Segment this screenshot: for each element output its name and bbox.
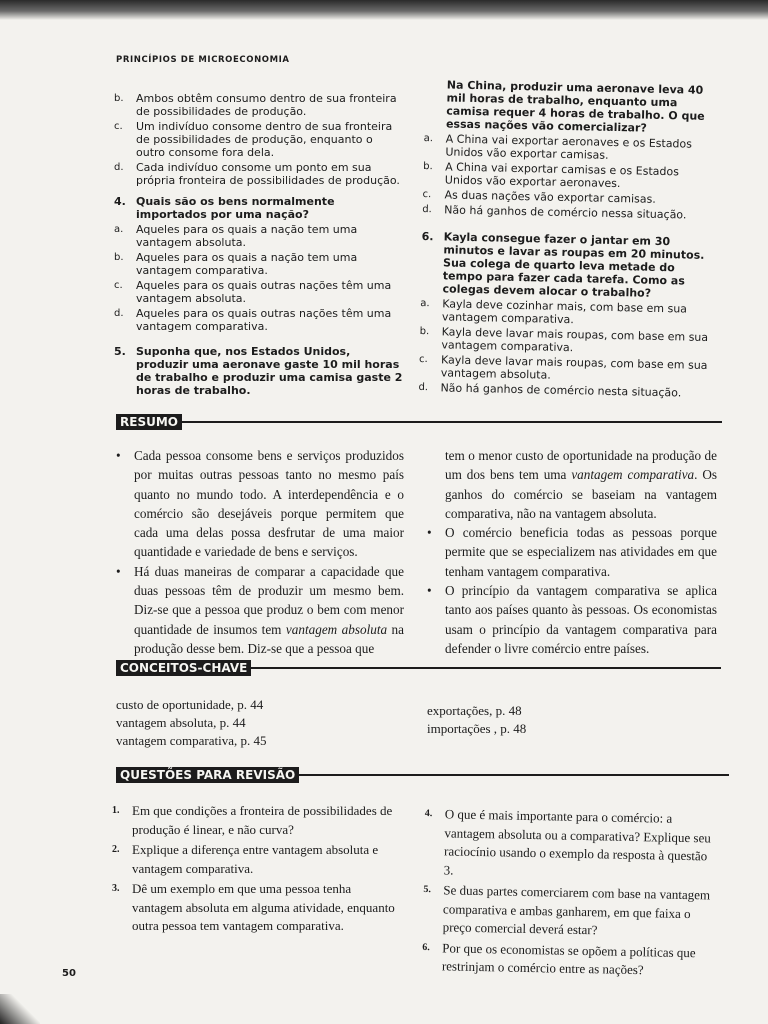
option-text: Não há ganhos de comércio nessa situação. [444,203,687,222]
option-text: A China vai exportar aeronaves e os Estados Unidos vão exportar camisas. [445,132,693,162]
list-item: vantagem comparativa, p. 45 [116,733,267,748]
text-run: tem o menor custo de oportunidade na produção de um dos bens tem uma [445,448,717,483]
bullet-icon: • [116,563,121,579]
option-text: Aqueles para os quais a nação tem uma vantagem comparativa. [136,251,358,277]
bullet-icon: • [116,448,121,463]
question-text: Suponha que, nos Estados Unidos, produzir uma aeronave gaste 10 mil horas de trabalho e produzir uma camisa gaste 2 horas de trabalho. [136,345,403,397]
section-title: RESUMO [116,414,182,430]
question-text: Na China, produzir uma aeronave leva 40 mil horas de trabalho, enquanto uma camisa requer 4 horas de trabalho. O que essas nações vão comercializar? [445,78,705,135]
option-text: Não há ganhos de comércio nesta situação. [440,381,682,400]
review-questions-left [112,802,404,938]
option-marker: c. [422,188,432,201]
list-item [427,523,717,581]
list-item: custo de oportunidade, p. 44 [116,697,264,712]
question-4 [114,195,404,221]
list-item [112,841,404,878]
list-item [116,446,404,562]
list-item [419,353,711,385]
question-text: Dê um exemplo em que uma pessoa tenha vantagem absoluta em alguma atividade, enquanto outra pessoa tem vantagem comparativa. [132,881,395,933]
option-marker: a. [423,132,434,145]
option-marker: c. [114,121,123,132]
question-number: 4. [424,807,433,820]
bullet-icon: • [427,583,432,599]
list-item [112,802,404,839]
option-marker: b. [114,93,124,104]
list-item [114,161,404,187]
key-concepts-left [116,696,406,750]
list-item [114,279,404,305]
list-item [423,160,715,192]
page-number: 50 [62,968,76,979]
page-corner-shadow [0,994,40,1024]
running-head: PRINCÍPIOS DE MICROECONOMIA [116,55,290,65]
questoes-header [116,767,729,783]
paragraph [427,446,717,523]
question-5 [114,345,404,397]
list-item [422,938,715,981]
question-number: 3. [112,883,120,894]
question-text: Em que condições a fronteira de possibilidades de produção é linear, e não curva? [132,803,393,837]
review-questions-right [422,805,717,983]
question-number: 6. [421,229,434,244]
list-item [424,805,717,885]
key-concepts-right [427,702,717,738]
list-item [114,223,404,249]
emphasis-term: vantagem comparativa [571,467,695,483]
list-item: exportações, p. 48 [427,703,522,718]
list-item: vantagem absoluta, p. 44 [116,715,246,730]
resumo-header [116,414,722,430]
option-marker: c. [114,280,123,291]
option-text: Kayla deve lavar mais roupas, com base em sua vantagem comparativa. [441,325,709,355]
option-marker: c. [418,353,428,366]
option-text: A China vai exportar camisas e os Estados Unidos vão exportar aeronaves. [444,160,680,191]
question-text: O que é mais importante para o comércio: a vantagem absoluta ou a comparativa? Explique seu raciocínio usando o exemplo da resposta à questão 3. [443,806,711,878]
option-text: Aqueles para os quais outras nações têm uma vantagem absoluta. [136,279,392,305]
option-marker: a. [420,297,430,310]
list-item [114,251,404,277]
question-number: 6. [422,941,430,953]
option-text: Kayla deve cozinhar mais, com base em sua vantagem comparativa. [441,297,688,327]
resumo-right-column [427,446,717,658]
list-item [114,307,404,333]
section-title: QUESTÕES PARA REVISÃO [116,767,299,783]
question-text: Por que os economistas se opõem a políticas que restrinjam o comércio entre as nações? [441,939,696,978]
text-run: na produção desse bem. Diz-se que a pessoa que [134,621,405,656]
option-text: Um indivíduo consome dentro de sua fronteira de possibilidades de produção, enquanto o outro consome fora dela. [136,120,393,159]
option-text: As duas nações vão exportar camisas. [444,188,656,206]
option-text: Aqueles para os quais outras nações têm uma vantagem comparativa. [136,307,392,333]
question-text: Quais são os bens normalmente importados por uma nação? [136,195,335,221]
question-number: 2. [112,844,120,855]
question-number: 5. [114,345,126,358]
list-item [422,881,715,942]
question-text: Explique a diferença entre vantagem absoluta e vantagem comparativa. [132,842,379,876]
bullet-text: O princípio da vantagem comparativa se aplica tanto aos países quanto às pessoas. Os economistas usam o princípio da vantagem comparativa para defender o livre comércio entre países. [445,583,717,656]
list-item [420,297,712,329]
list-item [114,120,404,159]
option-marker: b. [423,160,433,173]
exercises-right-column [418,78,717,402]
question-number: 5. [423,883,431,896]
option-text: Cada indivíduo consome um ponto em sua própria fronteira de possibilidades de produção. [136,161,400,187]
question-6 [420,230,713,301]
text-run: . Os ganhos do comércio se baseiam na vantagem comparativa, não na vantagem absoluta. [445,467,717,521]
question-number: 4. [114,195,126,208]
list-item [427,581,717,658]
section-rule [251,667,721,669]
option-marker: a. [114,224,124,235]
option-marker: d. [422,203,432,216]
bullet-text: Cada pessoa consome bens e serviços produzidos por muitas outras pessoas tanto no mesmo país quanto no mundo todo. A interdependência e o comércio são desejáveis porque permitem que cada uma delas possa desfrutar de uma maior quantidade e variedade de bens e serviços. [134,448,404,560]
option-text: Ambos obtêm consumo dentro de sua fronteira de possibilidades de produção. [136,92,397,118]
text-run: Há duas maneiras de comparar a capacidade que duas pessoas têm de produzir um mesmo bem. Diz-se que a pessoa que produz o bem com menor quantidade de insumos tem [134,563,404,637]
question-number: 1. [112,805,120,816]
page-edge-shadow [0,0,768,20]
question-text: Kayla consegue fazer o jantar em 30 minutos e lavar as roupas em 20 minutos. Sua colega de quarto leva metade do tempo para fazer cada tarefa. Como as colegas devem alocar o trabalho? [442,230,705,300]
section-title: CONCEITOS-CHAVE [116,660,251,676]
question-text: Se duas partes comerciarem com base na vantagem comparativa e ambas ganharem, em que faixa o preço comercial deverá estar? [442,882,711,938]
exercises-left-column [114,92,404,399]
list-item [419,325,711,357]
option-marker: d. [114,162,124,173]
bullet-icon: • [427,525,432,541]
list-item [112,880,404,936]
option-marker: b. [114,252,124,263]
conceitos-header [116,660,721,676]
emphasis-term: vantagem absoluta [285,621,388,637]
section-rule [182,421,722,423]
option-text: Kayla deve lavar mais roupas, com base em sua vantagem absoluta. [440,353,708,382]
list-item [423,132,715,164]
option-marker: d. [418,381,429,394]
resumo-left-column [116,446,404,658]
option-marker: b. [419,325,430,338]
bullet-text: O comércio beneficia todas as pessoas porque permite que se especializem nas atividades em que tenham vantagem comparativa. [445,525,717,579]
list-item: importações , p. 48 [427,721,527,736]
option-text: Aqueles para os quais a nação tem uma vantagem absoluta. [136,223,358,249]
list-item [114,92,404,118]
option-marker: d. [114,308,124,319]
section-rule [299,774,729,776]
bullet-text [134,562,404,658]
list-item [116,562,404,658]
